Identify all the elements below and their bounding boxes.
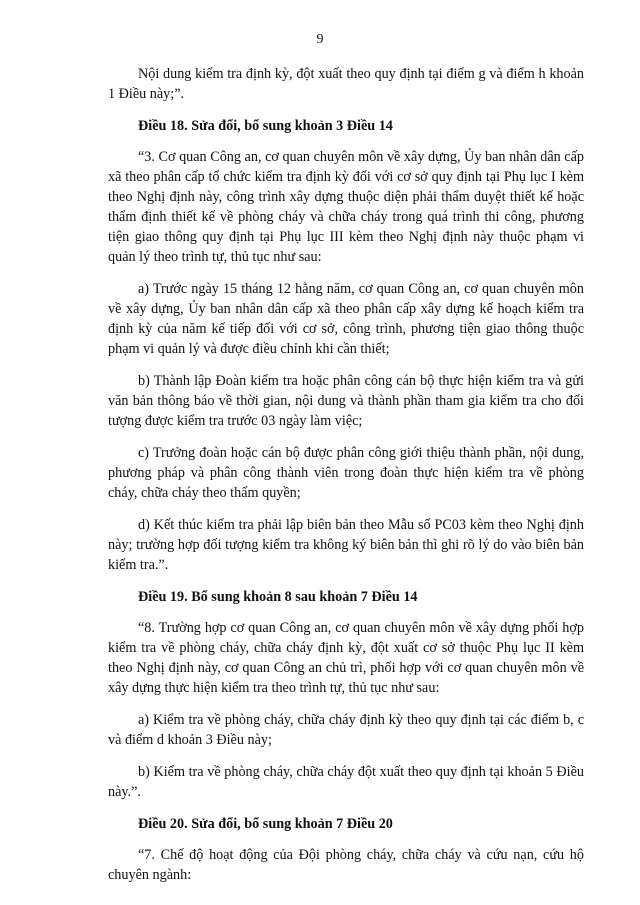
article-18-point-c: c) Trưởng đoàn hoặc cán bộ được phân công giới thiệu thành phần, nội dung, phương pháp và phân công thành viên trong đoàn thực hiện kiểm tra về phòng cháy, chữa cháy theo thẩm quyền; xyxy=(108,445,584,501)
article-19-point-b: b) Kiểm tra về phòng cháy, chữa cháy đột xuất theo quy định tại khoản 5 Điều này.”. xyxy=(108,764,584,800)
article-19-heading: Điều 19. Bổ sung khoản 8 sau khoản 7 Điều 14 xyxy=(138,589,418,605)
document-body xyxy=(108,64,584,885)
page-number: 9 xyxy=(316,32,324,47)
article-18-heading: Điều 18. Sửa đổi, bổ sung khoản 3 Điều 14 xyxy=(138,118,393,134)
article-18-point-a: a) Trước ngày 15 tháng 12 hằng năm, cơ quan Công an, cơ quan chuyên môn về xây dựng, Ủy ban nhân dân cấp xã theo phân cấp xây dựng kế hoạch kiểm tra định kỳ của năm kế tiếp đối với cơ sở, công trình, phương tiện giao thông thuộc phạm vi quản lý và được điều chỉnh khi cần thiết; xyxy=(108,281,584,357)
article-19-clause-8: “8. Trường hợp cơ quan Công an, cơ quan chuyên môn về xây dựng phối hợp kiểm tra về phòng cháy, chữa cháy định kỳ, đột xuất cơ sở thuộc Phụ lục II kèm theo Nghị định này, cơ quan Công an chủ trì, phối hợp với cơ quan chuyên môn về xây dựng thực hiện kiểm tra theo trình tự, thủ tục như sau: xyxy=(108,620,584,696)
article-18-clause-3: “3. Cơ quan Công an, cơ quan chuyên môn về xây dựng, Ủy ban nhân dân cấp xã theo phân cấp tổ chức kiểm tra định kỳ đối với cơ sở quy định tại Phụ lục I kèm theo Nghị định này, công trình xây dựng thuộc diện phải thẩm duyệt thiết kế hoặc thẩm định thiết kế về phòng cháy và chữa cháy trong quá trình thi công, phương tiện giao thông quy định tại Phụ lục III kèm theo Nghị định này thuộc phạm vi quản lý theo trình tự, thủ tục như sau: xyxy=(108,149,584,265)
article-19-point-a: a) Kiểm tra về phòng cháy, chữa cháy định kỳ theo quy định tại các điểm b, c và điểm d khoản 3 Điều này; xyxy=(108,712,584,748)
article-18-point-d: d) Kết thúc kiểm tra phải lập biên bản theo Mẫu số PC03 kèm theo Nghị định này; trường hợp đối tượng kiểm tra không ký biên bản thì ghi rõ lý do vào biên bản kiểm tra.”. xyxy=(108,517,584,573)
article-18-point-b: b) Thành lập Đoàn kiểm tra hoặc phân công cán bộ thực hiện kiểm tra và gửi văn bản thông báo về thời gian, nội dung và thành phần tham gia kiểm tra cho đối tượng được kiểm tra trước 03 ngày làm việc; xyxy=(108,373,584,429)
paragraph-continuation: Nội dung kiểm tra định kỳ, đột xuất theo quy định tại điểm g và điểm h khoản 1 Điều này;”. xyxy=(108,66,584,102)
article-20-clause-7: “7. Chế độ hoạt động của Đội phòng cháy, chữa cháy và cứu nạn, cứu hộ chuyên ngành: xyxy=(108,847,584,883)
article-20-heading: Điều 20. Sửa đổi, bổ sung khoản 7 Điều 20 xyxy=(138,816,393,832)
